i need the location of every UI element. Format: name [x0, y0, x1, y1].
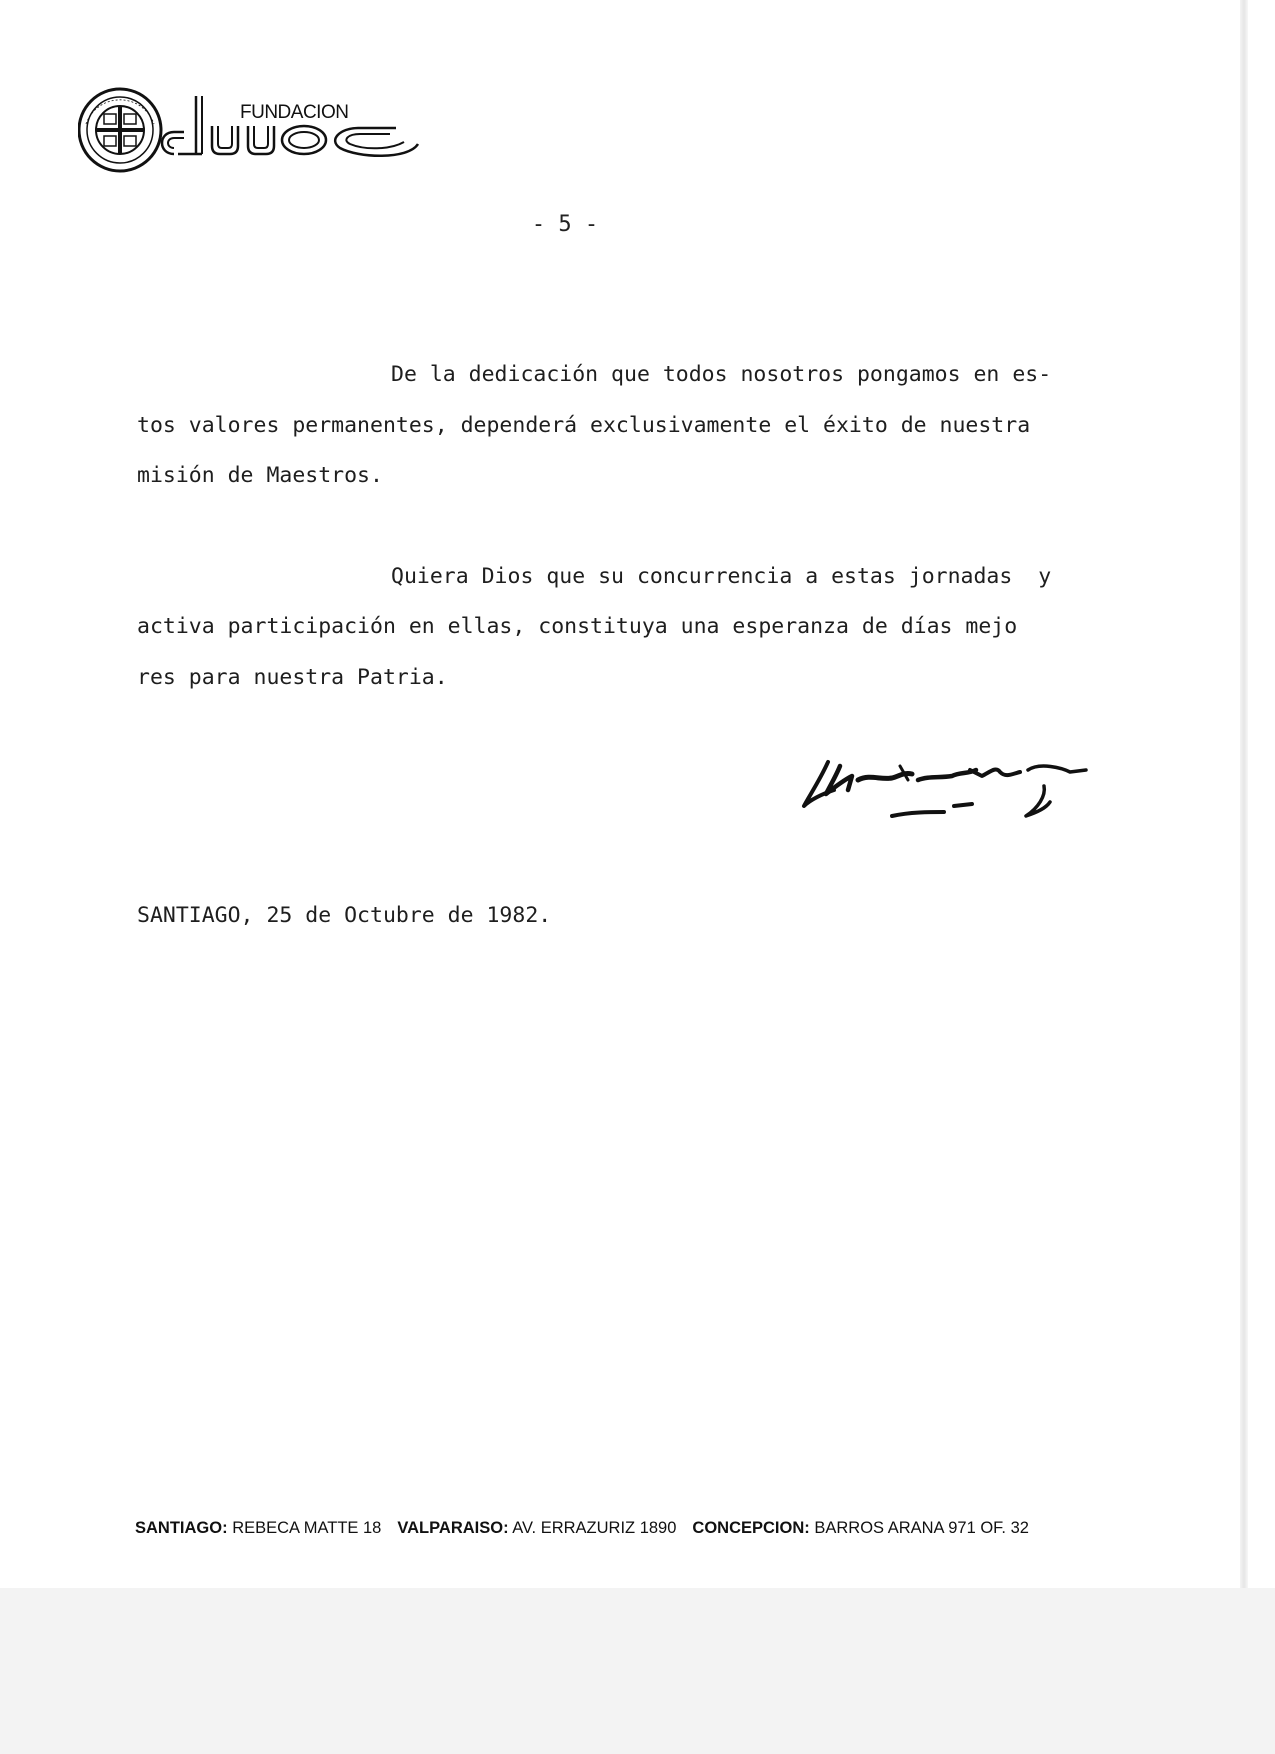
paragraph-line: De la dedicación que todos nosotros pongamos en es- — [391, 362, 1052, 387]
paragraph-spacer — [137, 502, 1177, 552]
page-number: - 5 - — [531, 212, 599, 237]
footer-santiago-address: REBECA MATTE 18 — [232, 1519, 382, 1537]
paragraph-line: activa participación en ellas, constituya una esperanza de días mejo — [137, 614, 1018, 639]
footer-concepcion-address: BARROS ARANA 971 OF. 32 — [814, 1519, 1029, 1537]
signature-strokes — [800, 750, 1145, 850]
footer-valparaiso-address: AV. ERRAZURIZ 1890 — [512, 1519, 677, 1537]
letter-body — [137, 350, 1177, 703]
logo-graphic — [78, 84, 423, 176]
fundacion-duoc-logo-icon — [78, 84, 423, 176]
paragraph-line: misión de Maestros. — [137, 463, 383, 488]
place-and-date: SANTIAGO, 25 de Octubre de 1982. — [137, 903, 552, 928]
footer-santiago-label: SANTIAGO: — [135, 1519, 228, 1537]
paragraph-1 — [137, 350, 1177, 502]
handwritten-signature-icon — [800, 750, 1145, 850]
scan-background — [0, 1588, 1275, 1754]
paragraph-line: res para nuestra Patria. — [137, 664, 448, 690]
page-edge — [1240, 0, 1248, 1588]
footer-concepcion-label: CONCEPCION: — [692, 1519, 810, 1537]
paragraph-line: tos valores permanentes, dependerá exclusivamente el éxito de nuestra — [137, 412, 1031, 438]
paragraph-2 — [137, 552, 1177, 704]
footer-addresses — [135, 1519, 1029, 1538]
logo-org-name: FUNDACION — [240, 102, 349, 123]
paragraph-line: Quiera Dios que su concurrencia a estas jornadas y — [391, 563, 1052, 589]
footer-valparaiso-label: VALPARAISO: — [397, 1519, 509, 1537]
